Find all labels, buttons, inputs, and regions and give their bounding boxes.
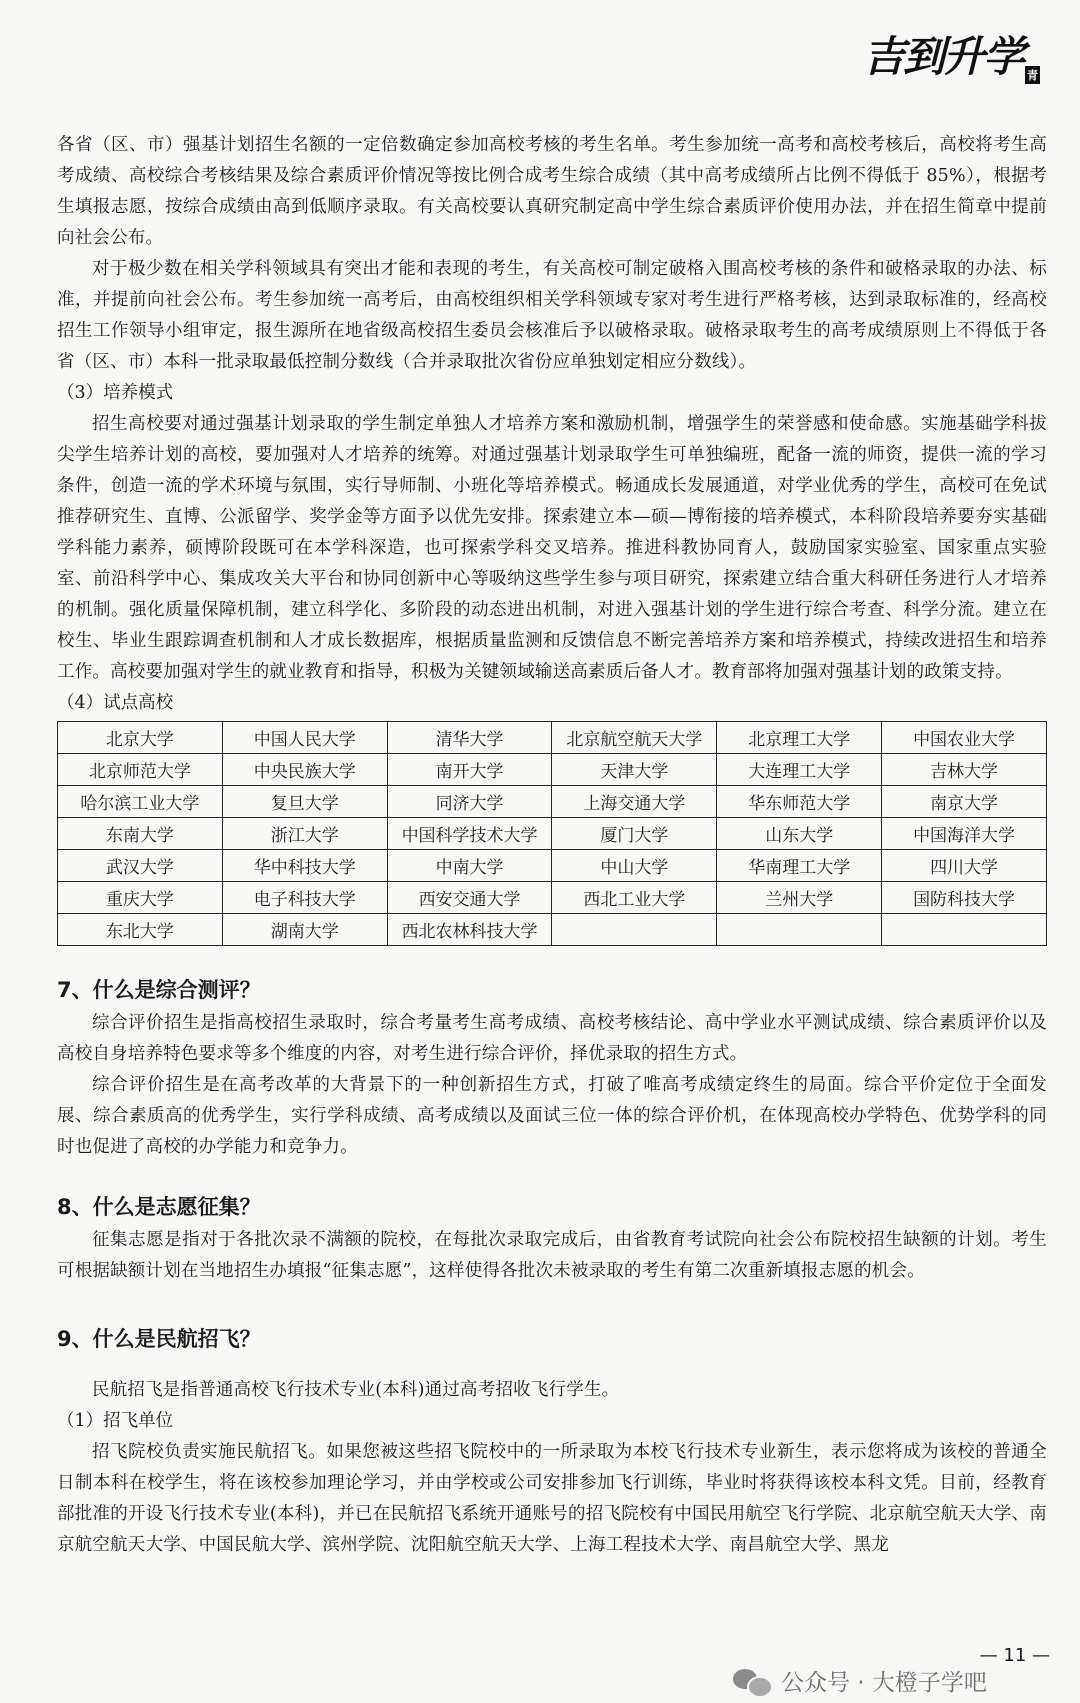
table-cell: 中山大学 [552,850,717,882]
watermark-text: 公众号 · 大橙子学吧 [781,1670,987,1696]
table-row [58,754,1047,786]
q9-sub-title: （1）招飞单位 [57,1411,174,1431]
table-cell: 大连理工大学 [717,754,882,786]
table-cell: 四川大学 [882,850,1047,882]
table-cell: 中国人民大学 [222,722,387,754]
table-cell: 中国科学技术大学 [387,818,552,850]
table-cell: 厦门大学 [552,818,717,850]
section4-title: （4）试点高校 [57,693,174,713]
logo-seal: 青 [1025,66,1040,84]
table-cell: 南开大学 [387,754,552,786]
page-number: — 11 — [979,1645,1050,1666]
table-cell: 国防科技大学 [882,882,1047,914]
table-cell: 东南大学 [58,818,223,850]
table-cell: 中国海洋大学 [882,818,1047,850]
table-cell [882,914,1047,946]
table-cell: 重庆大学 [58,882,223,914]
table-row [58,786,1047,818]
table-cell: 北京师范大学 [58,754,223,786]
q7-heading: 7、什么是综合测评？ [57,978,261,1002]
table-row [58,722,1047,754]
table-cell: 华东师范大学 [717,786,882,818]
table-cell: 中国农业大学 [882,722,1047,754]
table-cell: 浙江大学 [222,818,387,850]
table-cell: 南京大学 [882,786,1047,818]
q7-paragraph-1: 综合评价招生是指高校招生录取时，综合考量考生高考成绩、高校考核结论、高中学业水平测试成绩、综合素质评价以及高校自身培养特色要求等多个维度的内容，对考生进行综合评价，择优录取的招生方式。 [57,1013,1047,1064]
table-cell: 华南理工大学 [717,850,882,882]
q8-paragraph-1: 征集志愿是指对于各批次录不满额的院校，在每批次录取完成后，由省教育考试院向社会公布院校招生缺额的计划。考生可根据缺额计划在当地招生办填报“征集志愿”，这样使得各批次未被录取的考生有第二次重新填报志愿的机会。 [57,1230,1047,1281]
wechat-icon [733,1667,771,1695]
table-cell: 北京大学 [58,722,223,754]
table-row [58,850,1047,882]
table-cell: 复旦大学 [222,786,387,818]
table-row [58,914,1047,946]
table-cell: 清华大学 [387,722,552,754]
document-body [57,130,1047,1561]
table-cell: 吉林大学 [882,754,1047,786]
table-cell: 同济大学 [387,786,552,818]
section3-title: （3）培养模式 [57,383,174,403]
table-cell: 电子科技大学 [222,882,387,914]
table-cell: 武汉大学 [58,850,223,882]
watermark [733,1664,987,1697]
table-row [58,882,1047,914]
table-cell [717,914,882,946]
table-cell: 兰州大学 [717,882,882,914]
q9-heading: 9、什么是民航招飞？ [57,1327,261,1351]
pilot-universities-table [57,721,1047,946]
paragraph-top-2: 对于极少数在相关学科领域具有突出才能和表现的考生，有关高校可制定破格入围高校考核的条件和破格录取的办法、标准，并提前向社会公布。考生参加统一高考后，由高校组织相关学科领域专家对考生进行严格考核，达到录取标准的，经高校招生工作领导小组审定，报生源所在地省级高校招生委员会核准后予以破格录取。破格录取考生的高考成绩原则上不得低于各省（区、市）本科一批录取最低控制分数线（合并录取批次省份应单独划定相应分数线）。 [57,259,1047,372]
paragraph-top-1: 各省（区、市）强基计划招生名额的一定倍数确定参加高校考核的考生名单。考生参加统一高考和高校考核后，高校将考生高考成绩、高校综合考核结果及综合素质评价情况等按比例合成考生综合成绩（其中高考成绩所占比例不得低于 85%），根据考生填报志愿，按综合成绩由高到低顺序录取。有关高校要认真研究制定高中学生综合素质评价使用办法，并在招生简章中提前向社会公布。 [57,135,1047,248]
table-cell: 中央民族大学 [222,754,387,786]
table-cell: 天津大学 [552,754,717,786]
table-cell: 北京航空航天大学 [552,722,717,754]
q7-paragraph-2: 综合评价招生是在高考改革的大背景下的一种创新招生方式，打破了唯高考成绩定终生的局面。综合平价定位于全面发展、综合素质高的优秀学生，实行学科成绩、高考成绩以及面试三位一体的综合评价机，在体现高校办学特色、优势学科的同时也促进了高校的办学能力和竞争力。 [57,1075,1047,1157]
table-cell: 中南大学 [387,850,552,882]
table-cell: 湖南大学 [222,914,387,946]
table-cell: 华中科技大学 [222,850,387,882]
q9-intro: 民航招飞是指普通高校飞行技术专业(本科)通过高考招收飞行学生。 [92,1380,620,1400]
logo: 吉到升学 青 [862,32,1038,82]
table-cell: 西北工业大学 [552,882,717,914]
table-cell: 北京理工大学 [717,722,882,754]
table-cell: 东北大学 [58,914,223,946]
table-cell: 西北农林科技大学 [387,914,552,946]
q8-heading: 8、什么是志愿征集？ [57,1195,261,1219]
table-cell [552,914,717,946]
table-cell: 山东大学 [717,818,882,850]
q9-text: 招飞院校负责实施民航招飞。如果您被这些招飞院校中的一所录取为本校飞行技术专业新生，表示您将成为该校的普通全日制本科在校学生，将在该校参加理论学习，并由学校或公司安排参加飞行训练，毕业时将获得该校本科文凭。目前，经教育部批准的开设飞行技术专业(本科)，并已在民航招飞系统开通账号的招飞院校有中国民用航空飞行学院、北京航空航天大学、南京航空航天大学、中国民航大学、滨州学院、沈阳航空航天大学、上海工程技术大学、南昌航空大学、黑龙 [57,1442,1047,1555]
table-cell: 上海交通大学 [552,786,717,818]
section3-text: 招生高校要对通过强基计划录取的学生制定单独人才培养方案和激励机制，增强学生的荣誉感和使命感。实施基础学科拔尖学生培养计划的高校，要加强对人才培养的统筹。对通过强基计划录取学生可单独编班，配备一流的师资，提供一流的学习条件，创造一流的学术环境与氛围，实行导师制、小班化等培养模式。畅通成长发展通道，对学业优秀的学生，高校可在免试推荐研究生、直博、公派留学、奖学金等方面予以优先安排。探索建立本—硕—博衔接的培养模式，本科阶段培养要夯实基础学科能力素养，硕博阶段既可在本学科深造，也可探索学科交叉培养。推进科教协同育人，鼓励国家实验室、国家重点实验室、前沿科学中心、集成攻关大平台和协同创新中心等吸纳这些学生参与项目研究，探索建立结合重大科研任务进行人才培养的机制。强化质量保障机制，建立科学化、多阶段的动态进出机制，对进入强基计划的学生进行综合考查、科学分流。建立在校生、毕业生跟踪调查机制和人才成长数据库，根据质量监测和反馈信息不断完善培养方案和培养模式，持续改进招生和培养工作。高校要加强对学生的就业教育和指导，积极为关键领域输送高素质后备人才。教育部将加强对强基计划的政策支持。 [57,414,1047,682]
table-row [58,818,1047,850]
table-cell: 西安交通大学 [387,882,552,914]
table-cell: 哈尔滨工业大学 [58,786,223,818]
